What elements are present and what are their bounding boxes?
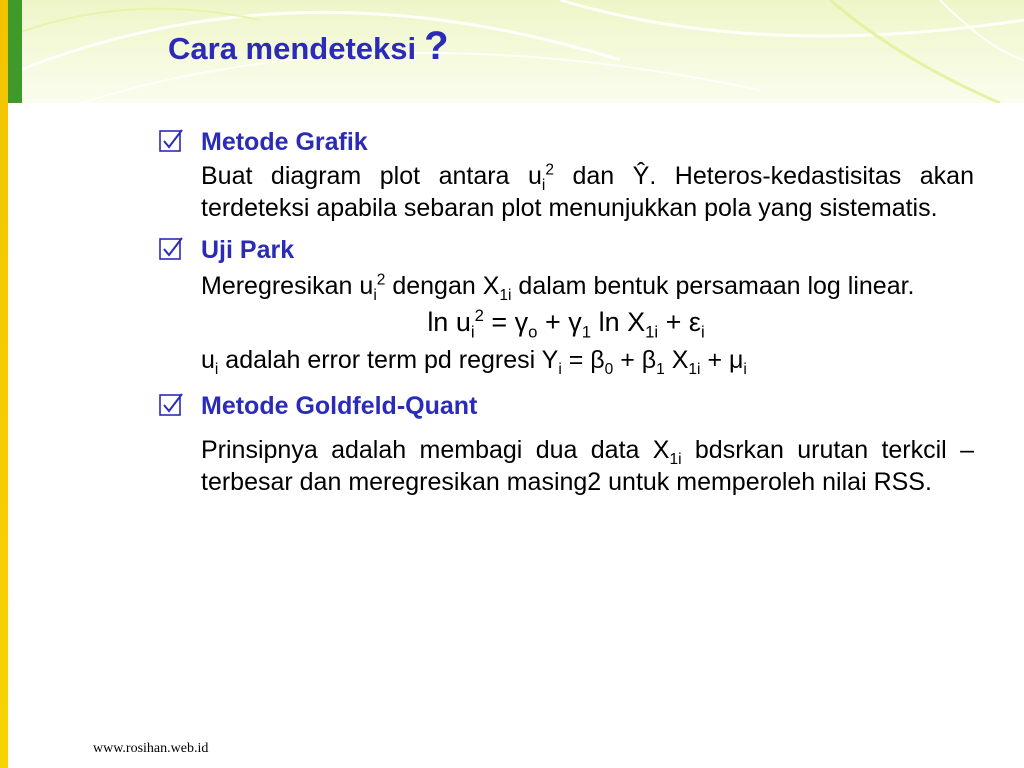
formula-part: X [664,346,689,374]
superscript: 2 [545,161,554,179]
subscript: i [373,287,377,304]
body-metode-grafik [201,160,974,224]
text-run: Meregresikan u [201,272,374,300]
formula-part: u [201,346,215,374]
title-question-mark: ? [424,24,449,68]
text-run: Buat diagram plot antara u [201,162,542,190]
subscript: 1i [688,361,701,378]
text-run: dengan X [385,272,500,300]
body-uji-park [201,270,974,302]
formula-part: + γ [537,307,582,337]
text-run: dalam bentuk persamaan log linear. [511,272,915,300]
subscript: 1 [656,361,665,378]
slide-content [158,126,974,498]
checkbox-checked-icon [158,236,184,262]
checkbox-checked-icon [158,392,184,418]
formula-note [201,342,974,378]
heading-goldfeld-quant: Metode Goldfeld-Quant [201,392,478,420]
subscript: o [528,322,538,342]
list-item-uji-park [158,234,974,378]
subscript: 1i [499,287,512,304]
formula-part: + β [613,346,657,374]
subscript: 1i [645,322,659,342]
subscript: 1i [669,451,682,468]
subscript: i [743,361,747,378]
superscript: 2 [376,271,386,289]
formula-part: + ε [658,307,701,337]
text-run: dan Ŷ. Heteros-kedastisitas akan terdeteksi apabila sebaran plot menunjukkan pola yang sistematis. [201,162,974,222]
heading-uji-park: Uji Park [201,236,295,264]
subscript: 0 [604,361,614,378]
left-accent-bar [0,0,8,768]
formula-park [158,304,974,340]
subscript: i [541,177,546,194]
checkbox-checked-icon [158,128,184,154]
subscript: i [558,361,562,378]
header-band [0,0,1024,103]
formula-part: + μ [700,346,744,374]
left-green-bar [8,0,22,103]
list-item-goldfeld-quant [158,390,974,498]
superscript: 2 [474,306,484,325]
subscript: i [214,361,219,378]
formula-part: ln u [427,307,471,337]
text-run: Prinsipnya adalah membagi dua data X [201,436,670,464]
heading-metode-grafik: Metode Grafik [201,128,368,156]
text-run: bdsrkan urutan terkcil – terbesar dan meregresikan masing2 untuk memperoleh nilai RSS. [201,436,975,496]
footer-url: www.rosihan.web.id [93,741,209,756]
formula-part: ln X [591,307,646,337]
subscript: 1 [581,322,592,342]
decorative-curves [0,0,1024,103]
subscript: i [470,322,475,342]
slide-title [168,24,449,69]
formula-part: adalah error term pd regresi Y [218,346,559,374]
subscript: i [700,322,705,342]
title-text: Cara mendeteksi [168,31,417,66]
formula-part: = γ [483,307,529,337]
body-goldfeld-quant [201,434,974,498]
formula-part: = β [561,346,605,374]
list-item-grafik [158,126,974,224]
